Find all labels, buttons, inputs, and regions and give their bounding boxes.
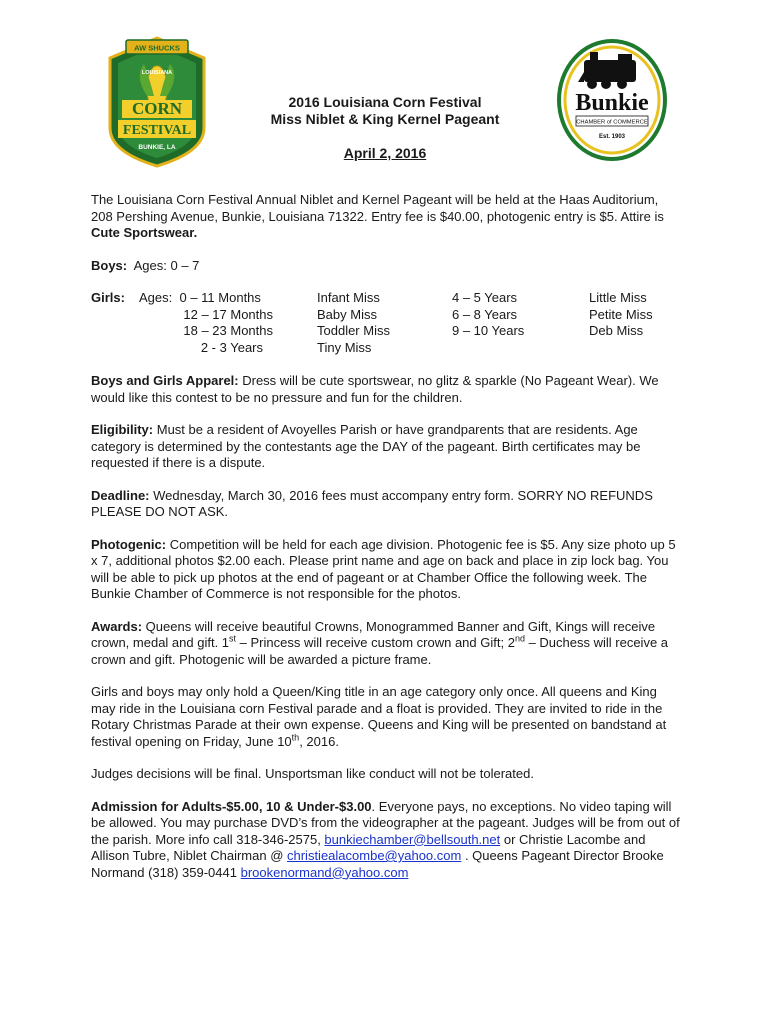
judges-paragraph: Judges decisions will be final. Unsportsman like conduct will not be tolerated. [91,766,534,781]
list-item: 4 – 5 Years [452,290,518,305]
list-item: 2 - 3 Years [200,339,263,355]
list-item: Petite Miss [589,306,653,322]
corn-festival-logo [104,36,210,168]
titles-paragraph [91,684,681,750]
list-item: Baby Miss [317,306,377,322]
list-item: Little Miss [589,290,647,305]
svg-text:Est. 1903: Est. 1903 [598,134,626,140]
photogenic-label: Photogenic: [91,536,167,552]
deadline-text: Wednesday, March 30, 2016 fees must accompany entry form. SORRY NO REFUNDS PLEASE DO NOT ASK. [91,487,653,519]
list-item: 18 – 23 Months [183,323,273,338]
svg-text:CHAMBER of COMMERCE: CHAMBER of COMMERCE [576,119,648,126]
list-item: 9 – 10 Years [452,323,525,338]
apparel-text: Dress will be cute sportswear, no glitz & sparkle (No Pageant Wear). We would like this contest to be no pressure and fun for the children. [91,373,659,405]
eligibility-label: Eligibility: [91,422,154,437]
girls-ages-col-b [452,290,524,340]
boys-label: Boys: [91,257,128,273]
christie-email-link[interactable]: christiealacombe@yahoo.com [287,848,462,863]
ordinal-suffix: st [229,633,237,644]
ordinal-suffix: nd [514,633,525,644]
awards-text: Queens will receive beautiful Crowns, Monogrammed Banner and Gift, Kings will receive crown, medal and gift. 1 [91,618,656,650]
bunkie-chamber-logo [556,38,668,162]
photogenic-paragraph [91,537,681,603]
girls-ages-label: Ages: [139,290,173,305]
admission-label: Admission for Adults-$5.00, 10 & Under-$3.00 [91,798,372,814]
titles-text: , 2016. [299,733,339,749]
list-item: Toddler Miss [317,323,390,338]
apparel-paragraph [91,373,681,406]
eligibility-paragraph [91,422,681,472]
document-body [91,192,681,897]
svg-text:Bunkie: Bunkie [575,90,649,116]
girls-titles-col-a [317,290,390,356]
brooke-email-link[interactable]: brookenormand@yahoo.com [240,864,409,880]
girls-age-table [91,290,681,356]
awards-label: Awards: [91,618,143,634]
svg-text:FESTIVAL: FESTIVAL [122,123,192,138]
ordinal-suffix: th [291,732,300,743]
list-item: Deb Miss [589,323,644,338]
boys-age-line [91,258,681,275]
list-item: Infant Miss [317,290,380,305]
list-item: Tiny Miss [317,339,372,355]
admission-text: . Everyone pays, no exceptions. No video taping will be allowed. You may purchase DVD’s from the videographer at the pageant. Judges will be from out of the parish. More info call 318-346-2575, [91,798,680,847]
awards-paragraph [91,619,681,669]
chamber-email-link[interactable]: bunkiechamber@bellsouth.net [324,831,501,847]
attire-value: Cute Sportswear. [91,225,198,240]
awards-text: – Princess will receive custom crown and Gift; 2 [236,635,515,650]
girls-label: Girls: [91,290,125,305]
title-line-1: 2016 Louisiana Corn Festival [288,94,482,110]
svg-text:BUNKIE, LA: BUNKIE, LA [138,144,176,151]
pageant-title [220,94,550,128]
admission-paragraph [91,799,681,882]
apparel-label: Boys and Girls Apparel: [91,373,239,388]
list-item: 0 – 11 Months [179,290,261,305]
awards-text: – Duchess will receive a crown and gift. Photogenic will be awarded a picture frame. [91,635,669,667]
intro-text: The Louisiana Corn Festival Annual Niblet and Kernel Pageant will be held at the Haas Auditorium, 208 Pershing Avenue, Bunkie, Louisiana 71322. Entry fee is $40.00, photogenic entry is $5. Attire is [91,192,664,224]
intro-paragraph [91,192,681,242]
deadline-label: Deadline: [91,487,150,503]
boys-ages: Ages: 0 – 7 [133,257,200,273]
photogenic-text: Competition will be held for each age division. Photogenic fee is $5. Any size photo up 5 x 7, additional photos $2.00 each. Please print name and age on back and place in zip lock bag. You will be able to pick up photos at the end of pageant or at Chamber Office the following week. The Bunkie Chamber of Commerce is not responsible for the photos. [91,536,676,601]
deadline-paragraph [91,488,681,521]
pageant-date: April 2, 2016 [343,145,427,161]
girls-titles-col-b [589,290,653,340]
titles-text: Girls and boys may only hold a Queen/King title in an age category only once. All queens and King may ride in the Louisiana corn Festival parade and a float is provided. They are invited to ride in the Rotary Christmas Parade at their own expense. Queens and King will be presented on bandstand at festival opening on Friday, June 10 [91,684,667,749]
svg-text:CORN: CORN [131,99,183,118]
girls-ages-col-a [139,290,273,356]
list-item: 12 – 17 Months [183,306,273,322]
admission-text: or Christie Lacombe and Allison Tubre, Niblet Chairman @ [91,831,646,863]
admission-text: . Queens Pageant Director Brooke Normand (318) 359-0441 [91,848,664,880]
svg-text:LOUISIANA: LOUISIANA [141,70,173,76]
svg-text:AW SHUCKS: AW SHUCKS [134,43,180,53]
eligibility-text: Must be a resident of Avoyelles Parish or have grandparents that are residents. Age category is determined by the contestants age the DAY of the pageant. Birth certificates may be requested if there is a dispute. [91,422,641,470]
list-item: 6 – 8 Years [452,306,518,322]
title-line-2: Miss Niblet & King Kernel Pageant [270,111,500,127]
